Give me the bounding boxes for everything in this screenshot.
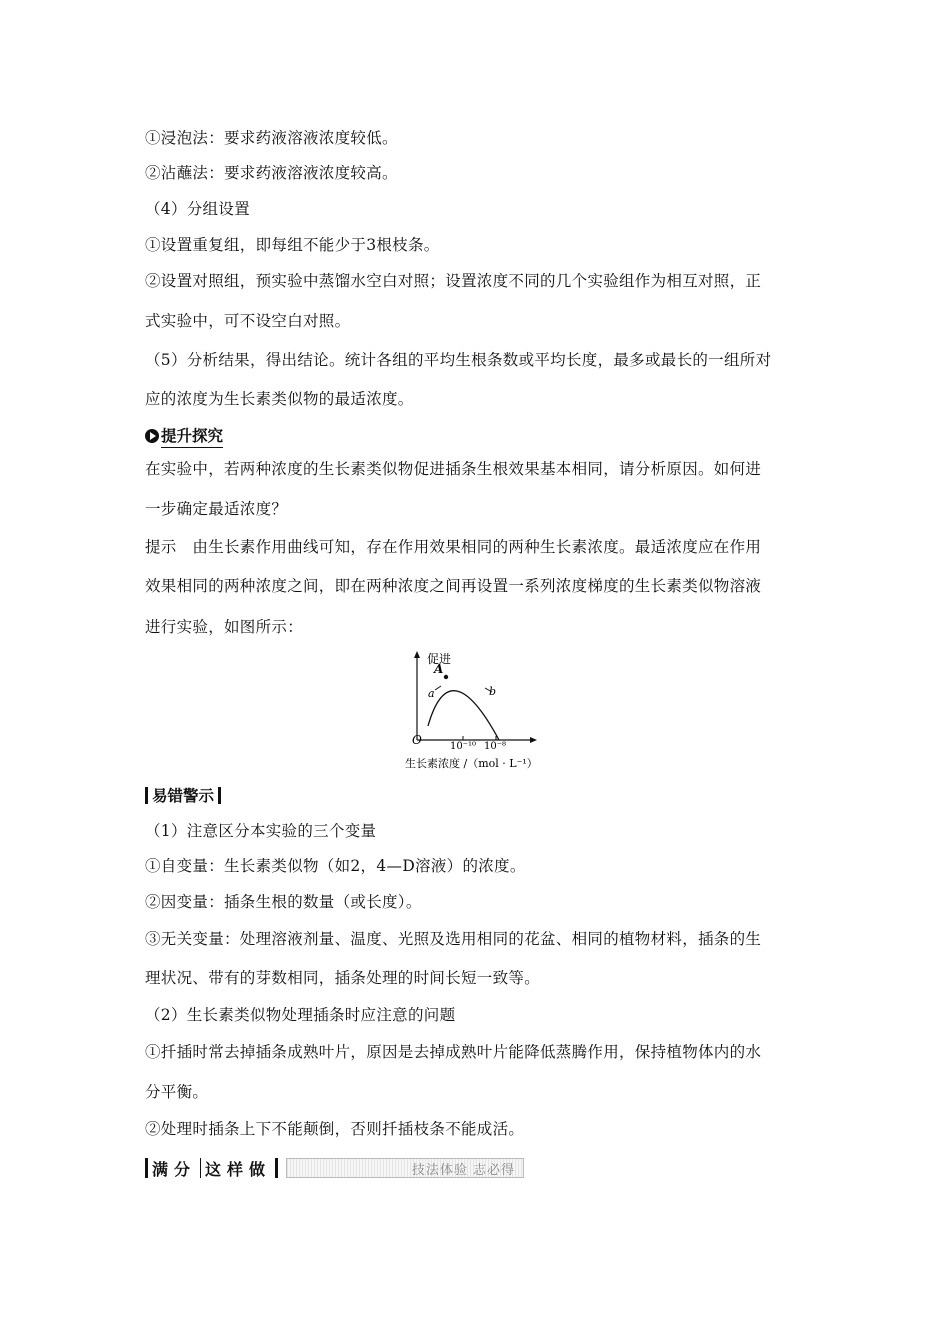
warning-heading [145,784,225,806]
play-icon [145,429,159,443]
peak-point [444,675,448,679]
text-line: （5）分析结果，得出结论。统计各组的平均生根条数或平均长度，最多或最长的一组所对 [145,351,772,369]
point-a-mark [435,686,441,690]
x-axis-arrow [530,737,537,743]
text-line: ①设置重复组，即每组不能少于3根枝条。 [145,236,440,254]
text-line: （2）生长素类似物处理插条时应注意的问题 [145,1006,456,1024]
text-line: 在实验中，若两种浓度的生长素类似物促进插条生根效果基本相同，请分析原因。如何进 [145,460,762,478]
banner-divider [200,1158,201,1178]
peak-label: A [434,662,444,676]
y-axis-label: 促进 [427,652,452,666]
explore-title: 提升探究 [161,424,223,448]
text-line: ①扦插时常去掉插条成熟叶片，原因是去掉成熟叶片能降低蒸腾作用，保持植物体内的水 [145,1043,762,1061]
x-axis-label: 生长素浓度 /（mol · L⁻¹） [405,757,538,770]
point-a-label: a [428,687,435,700]
banner-part-2: 这样做 [205,1159,272,1179]
banner-bar [145,1158,148,1178]
text-line: 分平衡。 [145,1083,209,1101]
score-banner [145,1156,524,1180]
text-line: （1）注意区分本实验的三个变量 [145,822,377,840]
auxin-curve-svg [398,648,568,776]
banner-strip: 技法体验 志必得 [286,1158,524,1178]
banner-part-1: 满分 [152,1159,197,1179]
text-line: ①浸泡法：要求药液溶液浓度较低。 [145,129,398,147]
text-line: ②沾蘸法：要求药液溶液浓度较高。 [145,164,398,182]
tick-label: 10⁻⁸ [484,741,507,752]
banner-bar [275,1158,278,1178]
text-line: 应的浓度为生长素类似物的最适浓度。 [145,390,414,408]
heading-bar [218,787,221,804]
text-line: ②设置对照组，预实验中蒸馏水空白对照；设置浓度不同的几个实验组作为相互对照，正 [145,272,762,290]
text-line: 效果相同的两种浓度之间，即在两种浓度之间再设置一系列浓度梯度的生长素类似物溶液 [145,577,762,595]
y-axis-arrow [414,651,420,658]
tick-label: 10⁻¹⁰ [450,741,477,752]
heading-bar [145,787,148,804]
text-line: 进行实验，如图所示： [145,618,304,636]
origin-label: O [412,733,422,747]
text-line: ①自变量：生长素类似物（如2，4—D溶液）的浓度。 [145,857,526,875]
text-line: （4）分组设置 [145,200,250,218]
text-line: ②处理时插条上下不能颠倒，否则扦插枝条不能成活。 [145,1120,525,1138]
text-line: 一步确定最适浓度？ [145,500,288,518]
text-line: 提示 由生长素作用曲线可知，存在作用效果相同的两种生长素浓度。最适浓度应在作用 [145,538,762,556]
text-line: 理状况、带有的芽数相同，插条处理的时间长短一致等。 [145,969,541,987]
auxin-curve-figure [398,648,568,776]
text-line: 式实验中，可不设空白对照。 [145,312,351,330]
text-line: ②因变量：插条生根的数量（或长度）。 [145,893,422,911]
text-line: ③无关变量：处理溶液剂量、温度、光照及选用相同的花盆、相同的植物材料，插条的生 [145,930,762,948]
warning-title: 易错警示 [152,786,215,805]
point-b-label: b [489,685,497,698]
auxin-curve [428,691,499,740]
explore-heading [145,424,223,448]
